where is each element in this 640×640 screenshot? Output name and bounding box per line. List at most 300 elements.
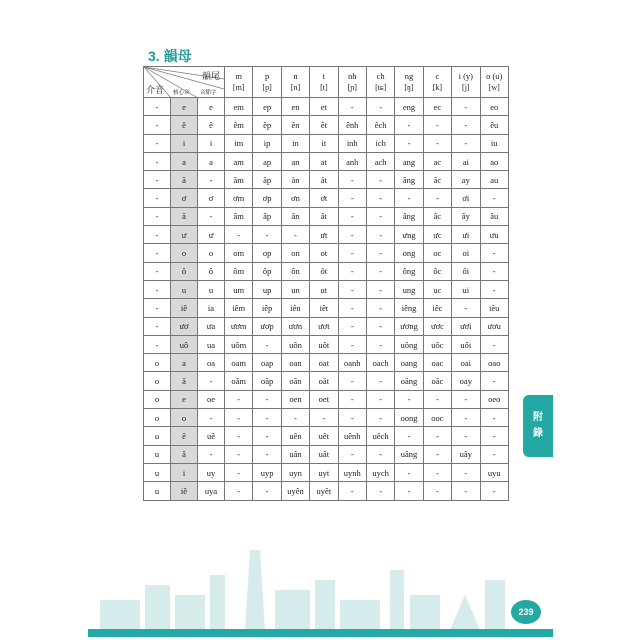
medial-cell: o (144, 409, 171, 427)
rime-cell: - (395, 116, 423, 134)
rime-cell: uêt (310, 427, 338, 445)
column-ipa: [p] (262, 83, 272, 92)
rime-cell: - (253, 390, 281, 408)
rime-cell: - (366, 280, 394, 298)
rime-cell: - (366, 226, 394, 244)
rime-cell: ui (452, 280, 480, 298)
rime-cell: ơt (310, 189, 338, 207)
medial-cell: - (144, 134, 171, 152)
rime-cell: - (338, 171, 366, 189)
syllable-cell: uê (198, 427, 225, 445)
rime-cell: ac (423, 152, 451, 170)
rime-cell: ay (452, 171, 480, 189)
rime-cell: oan (281, 354, 309, 372)
medial-cell: - (144, 262, 171, 280)
rime-cell: uyêt (310, 482, 338, 500)
column-ipa: [k] (432, 83, 443, 92)
rime-cell: ơn (281, 189, 309, 207)
rime-cell: - (395, 390, 423, 408)
table-row (144, 207, 509, 225)
rime-cell: uôi (452, 335, 480, 353)
rime-cell: uynh (338, 463, 366, 481)
rime-cell: uây (452, 445, 480, 463)
column-letter: i (y) (458, 71, 474, 81)
rime-cell: - (452, 463, 480, 481)
rime-cell: - (480, 409, 508, 427)
rime-cell: uôm (225, 335, 253, 353)
nucleus-cell: ê (171, 427, 198, 445)
rime-cell: iêng (395, 299, 423, 317)
rime-cell: iên (281, 299, 309, 317)
rime-cell: - (452, 427, 480, 445)
rime-cell: uych (366, 463, 394, 481)
rime-cell: - (366, 372, 394, 390)
medial-cell: - (144, 226, 171, 244)
rime-cell: - (225, 427, 253, 445)
rime-cell: - (366, 335, 394, 353)
rime-cell: ôt (310, 262, 338, 280)
medial-cell: - (144, 171, 171, 189)
rime-cell: - (366, 98, 394, 116)
rime-cell: - (366, 244, 394, 262)
nucleus-cell: i (171, 463, 198, 481)
rime-cell: ut (310, 280, 338, 298)
rime-cell: êp (253, 116, 281, 134)
rime-cell: - (452, 134, 480, 152)
syllable-cell: - (198, 171, 225, 189)
rime-cell: - (480, 280, 508, 298)
rime-cell: ưt (310, 226, 338, 244)
footer-bar (88, 629, 553, 637)
section-title: 3. 韻母 (148, 48, 192, 64)
nucleus-cell: e (171, 390, 198, 408)
rime-cell: uâng (395, 445, 423, 463)
rime-cell: ây (452, 207, 480, 225)
rime-cell: ênh (338, 116, 366, 134)
column-letter: m (235, 71, 242, 81)
rime-cell: - (395, 482, 423, 500)
column-ipa: [ɲ] (347, 83, 357, 92)
rime-cell: ương (395, 317, 423, 335)
table-row (144, 427, 509, 445)
rime-cell: âng (395, 207, 423, 225)
rime-cell: ip (253, 134, 281, 152)
column-letter: ch (376, 71, 385, 81)
rime-cell: - (253, 445, 281, 463)
column-ipa: [w] (488, 83, 500, 92)
rime-cell: - (480, 445, 508, 463)
nucleus-cell: ư (171, 226, 198, 244)
rime-cell: ưi (452, 226, 480, 244)
medial-cell: - (144, 152, 171, 170)
column-header-7 (423, 67, 451, 98)
table-row (144, 299, 509, 317)
medial-cell: - (144, 317, 171, 335)
syllable-cell: oa (198, 354, 225, 372)
nucleus-cell: a (171, 152, 198, 170)
medial-cell: u (144, 463, 171, 481)
rime-cell: ep (253, 98, 281, 116)
syllable-cell: u (198, 280, 225, 298)
medial-cell: - (144, 189, 171, 207)
rime-cell: - (395, 427, 423, 445)
rime-cell: - (310, 409, 338, 427)
rime-cell: - (366, 262, 394, 280)
column-ipa: [ŋ] (404, 83, 414, 92)
rime-cell: ăng (395, 171, 423, 189)
rime-cell: inh (338, 134, 366, 152)
column-letter: n (293, 71, 298, 81)
rime-cell: am (225, 152, 253, 170)
rime-cell: ươi (452, 317, 480, 335)
rime-cell: up (253, 280, 281, 298)
syllable-cell: uy (198, 463, 225, 481)
rime-cell: uyn (281, 463, 309, 481)
medial-cell: - (144, 116, 171, 134)
rime-cell: oăm (225, 372, 253, 390)
syllable-cell: - (198, 409, 225, 427)
rime-cell: ai (452, 152, 480, 170)
column-letter: c (435, 71, 440, 81)
rime-cell: im (225, 134, 253, 152)
medial-cell: o (144, 372, 171, 390)
rime-cell: ươn (281, 317, 309, 335)
rime-cell: - (452, 409, 480, 427)
table-row (144, 409, 509, 427)
rime-cell: eng (395, 98, 423, 116)
rime-cell: oi (452, 244, 480, 262)
rime-cell: uyt (310, 463, 338, 481)
rime-cell: - (338, 207, 366, 225)
rime-cell: ôn (281, 262, 309, 280)
rime-cell: - (338, 482, 366, 500)
column-header-1 (253, 67, 281, 98)
rime-cell: âp (253, 207, 281, 225)
nucleus-cell: o (171, 244, 198, 262)
rime-cell: uôc (423, 335, 451, 353)
rime-cell: iu (480, 134, 508, 152)
rime-cell: - (338, 280, 366, 298)
syllable-cell: a (198, 152, 225, 170)
rime-cell: uôt (310, 335, 338, 353)
rime-cell: - (366, 207, 394, 225)
rime-cell: uyên (281, 482, 309, 500)
rime-cell: - (423, 463, 451, 481)
table-body (144, 98, 509, 501)
rime-cell: ông (395, 262, 423, 280)
syllable-cell: - (198, 207, 225, 225)
rime-cell: ưc (423, 226, 451, 244)
rime-cell: oanh (338, 354, 366, 372)
medial-cell: u (144, 482, 171, 500)
rime-cell: - (423, 116, 451, 134)
rime-cell: - (366, 299, 394, 317)
rime-cell: ươt (310, 317, 338, 335)
column-letter: p (264, 71, 270, 81)
corner-label-final: 韻尾 (201, 71, 220, 81)
table-row (144, 116, 509, 134)
rime-cell: - (225, 390, 253, 408)
rime-cell: âu (480, 207, 508, 225)
rime-cell: ot (310, 244, 338, 262)
column-ipa: [t] (320, 83, 328, 92)
rime-cell: êch (366, 116, 394, 134)
column-header-0 (225, 67, 253, 98)
rime-cell: - (395, 463, 423, 481)
syllable-cell: ê (198, 116, 225, 134)
corner-label-nucleus: 核心音 (173, 90, 190, 96)
rime-cell: ach (366, 152, 394, 170)
corner-cell (144, 67, 225, 98)
corner-label-medial: 介音 (146, 85, 165, 95)
rime-cell: uên (281, 427, 309, 445)
rime-cell: oăn (281, 372, 309, 390)
nucleus-cell: ô (171, 262, 198, 280)
rime-cell: oc (423, 244, 451, 262)
column-letter: o (u) (486, 71, 503, 81)
nucleus-cell: iê (171, 482, 198, 500)
rime-cell: uân (281, 445, 309, 463)
rime-cell: oăng (395, 372, 423, 390)
rime-cell: iêc (423, 299, 451, 317)
side-tab-char-2: 錄 (533, 428, 543, 439)
rime-cell: âm (225, 207, 253, 225)
rime-cell: oen (281, 390, 309, 408)
rime-cell: ao (480, 152, 508, 170)
rime-cell: an (281, 152, 309, 170)
rime-cell: - (480, 482, 508, 500)
rime-cell: - (452, 390, 480, 408)
rime-cell: ec (423, 98, 451, 116)
table-row (144, 390, 509, 408)
syllable-cell: ua (198, 335, 225, 353)
rime-cell: ăm (225, 171, 253, 189)
rime-cell: oang (395, 354, 423, 372)
column-ipa: [tɕ] (375, 83, 387, 92)
rime-cell: uât (310, 445, 338, 463)
medial-cell: u (144, 427, 171, 445)
rime-cell: - (423, 427, 451, 445)
rime-cell: oăc (423, 372, 451, 390)
rime-cell: - (423, 189, 451, 207)
rime-cell: op (253, 244, 281, 262)
rime-cell: - (338, 226, 366, 244)
rime-cell: oay (452, 372, 480, 390)
syllable-cell: ơ (198, 189, 225, 207)
rime-cell: om (225, 244, 253, 262)
nucleus-cell: o (171, 409, 198, 427)
medial-cell: - (144, 207, 171, 225)
nucleus-cell: iê (171, 299, 198, 317)
city-skyline-illustration (0, 540, 640, 635)
rime-cell: - (338, 189, 366, 207)
rime-cell: - (253, 482, 281, 500)
rime-cell: - (366, 171, 394, 189)
rime-cell: em (225, 98, 253, 116)
rime-cell: ap (253, 152, 281, 170)
table-row (144, 335, 509, 353)
medial-cell: - (144, 280, 171, 298)
rime-cell: - (452, 482, 480, 500)
rime-cell: - (338, 244, 366, 262)
rime-cell: - (366, 482, 394, 500)
syllable-cell: - (198, 372, 225, 390)
rime-cell: êm (225, 116, 253, 134)
syllable-cell: ưa (198, 317, 225, 335)
syllable-cell: ô (198, 262, 225, 280)
rime-cell: ôm (225, 262, 253, 280)
rime-cell: - (225, 463, 253, 481)
table-row (144, 354, 509, 372)
rime-cell: at (310, 152, 338, 170)
nucleus-cell: ê (171, 116, 198, 134)
column-header-6 (395, 67, 423, 98)
rime-cell: ôp (253, 262, 281, 280)
nucleus-cell: â (171, 207, 198, 225)
rime-cell: oach (366, 354, 394, 372)
syllable-cell: ư (198, 226, 225, 244)
rime-cell: - (423, 390, 451, 408)
medial-cell: u (144, 445, 171, 463)
rime-cell: oăt (310, 372, 338, 390)
rime-cell: au (480, 171, 508, 189)
rime-cell: ăp (253, 171, 281, 189)
rime-cell: uyp (253, 463, 281, 481)
rime-cell: un (281, 280, 309, 298)
table-row (144, 482, 509, 500)
rime-cell: ưu (480, 226, 508, 244)
rime-cell: - (395, 134, 423, 152)
syllable-cell: o (198, 244, 225, 262)
rime-cell: - (338, 262, 366, 280)
rime-cell: êt (310, 116, 338, 134)
rime-cell: - (452, 98, 480, 116)
rime-cell: ươm (225, 317, 253, 335)
rime-cell: - (281, 226, 309, 244)
syllable-cell: i (198, 134, 225, 152)
rime-cell: oai (452, 354, 480, 372)
column-header-5 (366, 67, 394, 98)
nucleus-cell: a (171, 354, 198, 372)
rime-cell: âc (423, 207, 451, 225)
table-row (144, 463, 509, 481)
rime-cell: - (338, 98, 366, 116)
rime-cell: - (281, 409, 309, 427)
rime-cell: - (338, 299, 366, 317)
rime-cell: - (253, 226, 281, 244)
syllable-cell: uya (198, 482, 225, 500)
rime-cell: uyu (480, 463, 508, 481)
rime-cell: ươc (423, 317, 451, 335)
table-row (144, 445, 509, 463)
medial-cell: o (144, 354, 171, 372)
rime-cell: - (225, 409, 253, 427)
rime-cell: ơp (253, 189, 281, 207)
rime-cell: - (423, 445, 451, 463)
rime-cell: - (338, 317, 366, 335)
table-row (144, 280, 509, 298)
table-row (144, 98, 509, 116)
rime-cell: iêm (225, 299, 253, 317)
syllable-cell: - (198, 445, 225, 463)
rime-cell: oăp (253, 372, 281, 390)
table-row (144, 317, 509, 335)
rime-cell: - (423, 482, 451, 500)
table-row (144, 189, 509, 207)
corner-label-syllable: 音節字 (200, 90, 217, 96)
rime-cell: - (366, 317, 394, 335)
syllable-cell: e (198, 98, 225, 116)
rime-cell: - (480, 244, 508, 262)
rime-cell: ăn (281, 171, 309, 189)
rime-cell: - (225, 226, 253, 244)
rime-cell: oao (480, 354, 508, 372)
rime-cell: - (480, 427, 508, 445)
rime-cell: oac (423, 354, 451, 372)
rime-cell: êu (480, 116, 508, 134)
nucleus-cell: i (171, 134, 198, 152)
rime-cell: ơm (225, 189, 253, 207)
rime-cell: - (423, 134, 451, 152)
rime-cell: - (366, 189, 394, 207)
nucleus-cell: u (171, 280, 198, 298)
rime-cell: eo (480, 98, 508, 116)
rime-cell: - (225, 482, 253, 500)
medial-cell: - (144, 335, 171, 353)
rime-cell: ưng (395, 226, 423, 244)
table-row (144, 226, 509, 244)
rime-cell: - (366, 445, 394, 463)
rime-cell: - (452, 116, 480, 134)
rime-cell: in (281, 134, 309, 152)
rime-cell: - (338, 445, 366, 463)
table-row (144, 244, 509, 262)
appendix-side-tab (523, 395, 553, 457)
rime-cell: ơi (452, 189, 480, 207)
rime-cell: uc (423, 280, 451, 298)
rime-cell: um (225, 280, 253, 298)
rime-cell: ung (395, 280, 423, 298)
rime-cell: - (452, 299, 480, 317)
nucleus-cell: ơ (171, 189, 198, 207)
rime-cell: - (480, 335, 508, 353)
rime-cell: ươp (253, 317, 281, 335)
nucleus-cell: ươ (171, 317, 198, 335)
rime-cell: iêp (253, 299, 281, 317)
nucleus-cell: â (171, 445, 198, 463)
rime-cell: - (338, 409, 366, 427)
rime-cell: ôi (452, 262, 480, 280)
rime-cell: ăt (310, 171, 338, 189)
column-ipa: [j] (462, 83, 470, 92)
medial-cell: - (144, 244, 171, 262)
rime-cell: - (395, 189, 423, 207)
rime-cell: oam (225, 354, 253, 372)
column-header-3 (310, 67, 338, 98)
rimes-table (143, 66, 509, 501)
column-header-8 (452, 67, 480, 98)
rime-cell: - (225, 445, 253, 463)
side-tab-char-1: 附 (533, 412, 543, 423)
syllable-cell: ia (198, 299, 225, 317)
rime-cell: - (480, 262, 508, 280)
rime-cell: en (281, 98, 309, 116)
nucleus-cell: ă (171, 171, 198, 189)
column-letter: ng (404, 71, 414, 81)
medial-cell: - (144, 299, 171, 317)
rime-cell: - (338, 390, 366, 408)
column-letter: t (322, 71, 326, 81)
